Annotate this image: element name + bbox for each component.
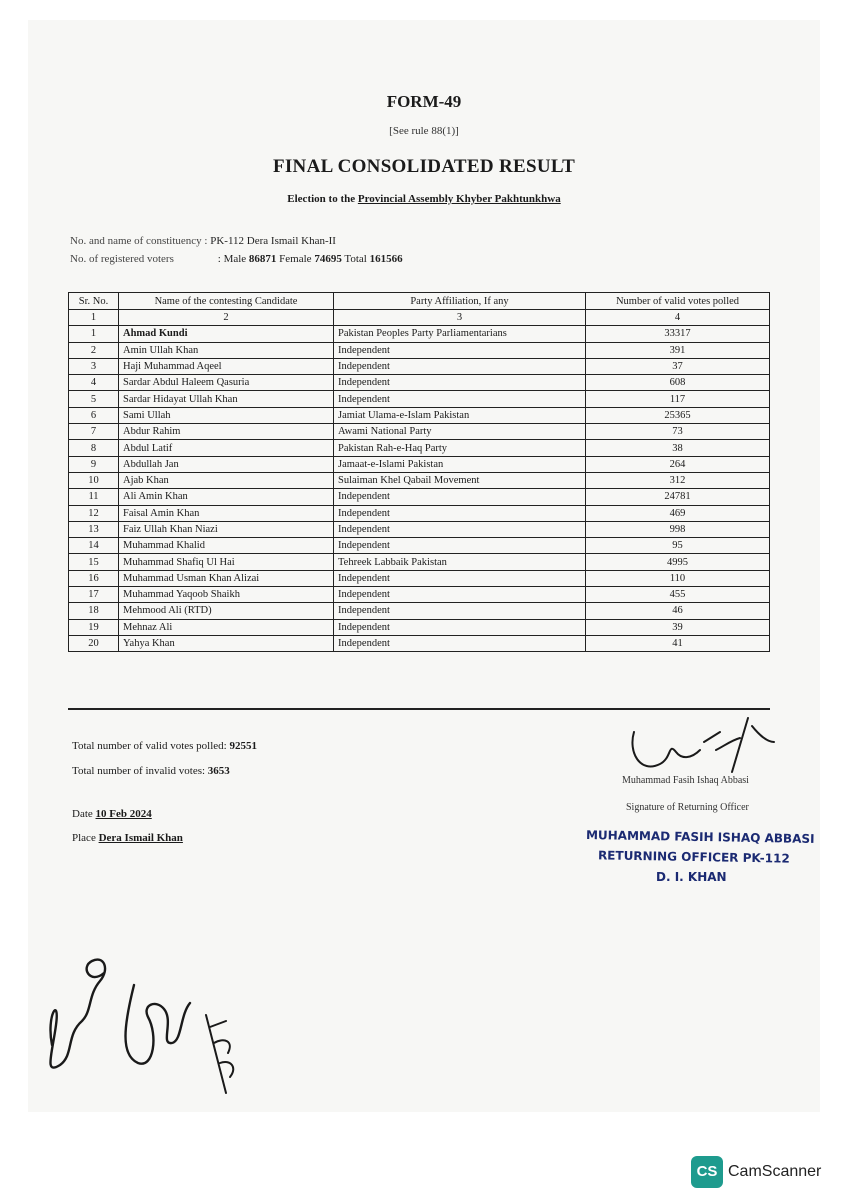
table-row — [69, 456, 770, 472]
row-votes: 39 — [586, 619, 770, 635]
row-party: Sulaiman Khel Qabail Movement — [334, 472, 586, 488]
row-party: Independent — [334, 505, 586, 521]
col-number: 3 — [334, 310, 586, 326]
row-party: Independent — [334, 570, 586, 586]
row-votes: 37 — [586, 358, 770, 374]
row-candidate-name: Sami Ullah — [119, 407, 334, 423]
election-line — [0, 193, 848, 205]
row-votes: 312 — [586, 472, 770, 488]
row-sr-no: 10 — [69, 472, 119, 488]
row-sr-no: 8 — [69, 440, 119, 456]
row-party: Independent — [334, 587, 586, 603]
row-candidate-name: Muhammad Usman Khan Alizai — [119, 570, 334, 586]
female-label: Female — [279, 253, 312, 265]
divider — [68, 708, 770, 710]
row-party: Independent — [334, 521, 586, 537]
row-candidate-name: Abdur Rahim — [119, 424, 334, 440]
row-candidate-name: Yahya Khan — [119, 635, 334, 651]
row-sr-no: 6 — [69, 407, 119, 423]
row-votes: 264 — [586, 456, 770, 472]
table-row — [69, 391, 770, 407]
row-candidate-name: Faisal Amin Khan — [119, 505, 334, 521]
row-votes: 608 — [586, 375, 770, 391]
row-party: Independent — [334, 603, 586, 619]
constituency-label: No. and name of constituency : — [70, 235, 208, 247]
stamp-line-1: MUHAMMAD FASIH ISHAQ ABBASI — [585, 828, 815, 846]
table-row — [69, 554, 770, 570]
signature-caption: Signature of Returning Officer — [626, 802, 749, 813]
stamp-line-3: D. I. KHAN — [656, 870, 727, 884]
row-party: Jamiat Ulama-e-Islam Pakistan — [334, 407, 586, 423]
stamp-line-2: RETURNING OFFICER PK-112 — [597, 848, 790, 866]
document-title: FINAL CONSOLIDATED RESULT — [272, 156, 576, 177]
row-candidate-name: Muhammad Yaqoob Shaikh — [119, 587, 334, 603]
result-rows — [69, 326, 770, 652]
table-row — [69, 407, 770, 423]
handwritten-received-note — [30, 925, 260, 1105]
camscanner-name: CamScanner — [728, 1163, 822, 1180]
header-votes: Number of valid votes polled — [586, 293, 770, 310]
row-votes: 469 — [586, 505, 770, 521]
row-sr-no: 12 — [69, 505, 119, 521]
row-sr-no: 4 — [69, 375, 119, 391]
valid-votes-label: Total number of valid votes polled: — [72, 740, 227, 752]
row-candidate-name: Abdul Latif — [119, 440, 334, 456]
row-votes: 391 — [586, 342, 770, 358]
row-votes: 998 — [586, 521, 770, 537]
table-row — [69, 375, 770, 391]
valid-votes-value: 92551 — [229, 740, 257, 752]
table-row — [69, 603, 770, 619]
total-label: Total — [344, 253, 367, 265]
row-candidate-name: Ahmad Kundi — [119, 326, 334, 342]
row-votes: 25365 — [586, 407, 770, 423]
column-number-row — [69, 310, 770, 326]
total-count: 161566 — [369, 253, 403, 265]
row-party: Independent — [334, 538, 586, 554]
table-row — [69, 472, 770, 488]
row-candidate-name: Haji Muhammad Aqeel — [119, 358, 334, 374]
row-candidate-name: Muhammad Khalid — [119, 538, 334, 554]
row-party: Tehreek Labbaik Pakistan — [334, 554, 586, 570]
registered-voters-line — [70, 253, 403, 265]
constituency-line — [70, 235, 336, 247]
table-row — [69, 326, 770, 342]
voters-sep: : — [217, 253, 221, 265]
table-row — [69, 538, 770, 554]
row-sr-no: 16 — [69, 570, 119, 586]
row-sr-no: 20 — [69, 635, 119, 651]
table-row — [69, 342, 770, 358]
row-candidate-name: Abdullah Jan — [119, 456, 334, 472]
row-candidate-name: Ali Amin Khan — [119, 489, 334, 505]
table-row — [69, 489, 770, 505]
row-sr-no: 17 — [69, 587, 119, 603]
row-sr-no: 14 — [69, 538, 119, 554]
row-candidate-name: Mehnaz Ali — [119, 619, 334, 635]
header-sr-no: Sr. No. — [69, 293, 119, 310]
place-line — [72, 832, 183, 844]
row-party: Independent — [334, 635, 586, 651]
row-sr-no: 11 — [69, 489, 119, 505]
row-party: Independent — [334, 391, 586, 407]
row-votes: 455 — [586, 587, 770, 603]
invalid-votes-label: Total number of invalid votes: — [72, 765, 206, 777]
male-count: 86871 — [248, 253, 277, 265]
form-number: FORM-49 — [386, 92, 462, 111]
table-row — [69, 521, 770, 537]
row-party: Independent — [334, 375, 586, 391]
row-party: Independent — [334, 489, 586, 505]
table-row — [69, 440, 770, 456]
row-party: Independent — [334, 342, 586, 358]
row-candidate-name: Amin Ullah Khan — [119, 342, 334, 358]
row-sr-no: 19 — [69, 619, 119, 635]
constituency-value: PK-112 Dera Ismail Khan-II — [210, 235, 336, 247]
row-sr-no: 13 — [69, 521, 119, 537]
row-candidate-name: Sardar Hidayat Ullah Khan — [119, 391, 334, 407]
rule-reference: [See rule 88(1)] — [389, 125, 459, 137]
row-votes: 110 — [586, 570, 770, 586]
row-votes: 41 — [586, 635, 770, 651]
table-row — [69, 635, 770, 651]
header-party: Party Affiliation, If any — [334, 293, 586, 310]
date-label: Date — [72, 808, 93, 820]
table-row — [69, 570, 770, 586]
table-header-row — [69, 293, 770, 310]
voters-label: No. of registered voters — [70, 253, 174, 265]
female-count: 74695 — [314, 253, 342, 265]
election-prefix: Election to the — [287, 193, 358, 205]
row-sr-no: 18 — [69, 603, 119, 619]
col-number: 1 — [69, 310, 119, 326]
row-sr-no: 15 — [69, 554, 119, 570]
male-label: Male — [223, 253, 247, 265]
camscanner-logo: CS — [691, 1156, 723, 1188]
row-votes: 95 — [586, 538, 770, 554]
valid-votes-line — [72, 740, 257, 752]
row-votes: 46 — [586, 603, 770, 619]
row-sr-no: 7 — [69, 424, 119, 440]
table-row — [69, 505, 770, 521]
date-value: 10 Feb 2024 — [95, 808, 152, 820]
table-row — [69, 358, 770, 374]
results-table — [68, 292, 770, 652]
row-sr-no: 5 — [69, 391, 119, 407]
table-row — [69, 587, 770, 603]
row-candidate-name: Muhammad Shafiq Ul Hai — [119, 554, 334, 570]
header-candidate: Name of the contesting Candidate — [119, 293, 334, 310]
col-number: 2 — [119, 310, 334, 326]
row-votes: 33317 — [586, 326, 770, 342]
date-line — [72, 808, 152, 820]
row-party: Pakistan Peoples Party Parliamentarians — [334, 326, 586, 342]
place-value: Dera Ismail Khan — [98, 832, 183, 844]
row-party: Jamaat-e-Islami Pakistan — [334, 456, 586, 472]
place-label: Place — [72, 832, 96, 844]
row-candidate-name: Faiz Ullah Khan Niazi — [119, 521, 334, 537]
invalid-votes-value: 3653 — [207, 765, 230, 777]
election-body: Provincial Assembly Khyber Pakhtunkhwa — [357, 193, 561, 205]
row-party: Independent — [334, 358, 586, 374]
row-sr-no: 9 — [69, 456, 119, 472]
row-sr-no: 1 — [69, 326, 119, 342]
officer-name: Muhammad Fasih Ishaq Abbasi — [622, 775, 749, 786]
table-row — [69, 424, 770, 440]
row-party: Awami National Party — [334, 424, 586, 440]
row-candidate-name: Ajab Khan — [119, 472, 334, 488]
table-row — [69, 619, 770, 635]
col-number: 4 — [586, 310, 770, 326]
returning-officer-signature — [620, 712, 780, 782]
row-votes: 4995 — [586, 554, 770, 570]
row-votes: 117 — [586, 391, 770, 407]
row-party: Independent — [334, 619, 586, 635]
row-candidate-name: Mehmood Ali (RTD) — [119, 603, 334, 619]
row-sr-no: 3 — [69, 358, 119, 374]
row-votes: 73 — [586, 424, 770, 440]
invalid-votes-line — [72, 765, 230, 777]
row-votes: 38 — [586, 440, 770, 456]
row-votes: 24781 — [586, 489, 770, 505]
row-sr-no: 2 — [69, 342, 119, 358]
row-candidate-name: Sardar Abdul Haleem Qasuria — [119, 375, 334, 391]
row-party: Pakistan Rah-e-Haq Party — [334, 440, 586, 456]
